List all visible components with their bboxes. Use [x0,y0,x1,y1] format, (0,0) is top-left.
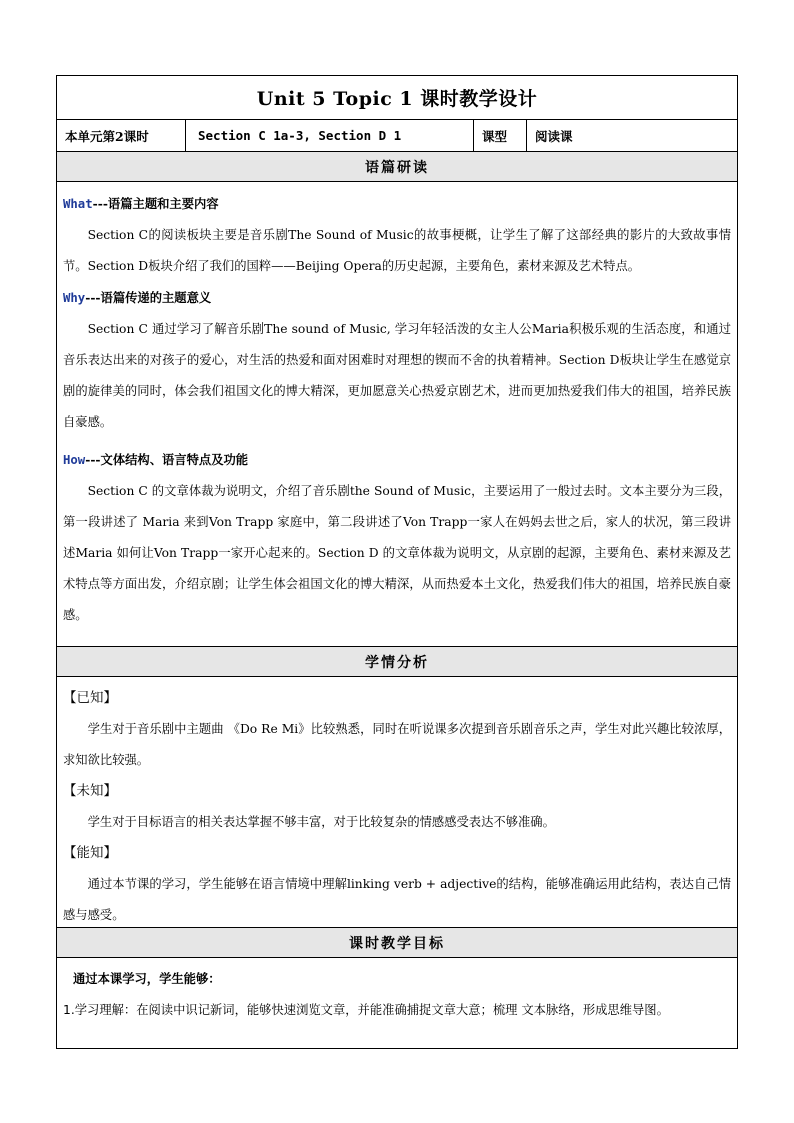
can-know-paragraph: 通过本节课的学习，学生能够在语言情境中理解linking verb + adjective的结构，能够准确运用此结构，表达自己情感与感受。 [63,877,731,922]
objective-item: 1.学习理解：在阅读中识记新词，能够快速浏览文章，并能准确捕捉文章大意；梳理 文本脉络，形成思维导图。 [63,1003,669,1017]
learner-analysis-body [57,677,737,928]
objectives-intro: 通过本课学习，学生能够： [73,972,221,986]
what-keyword: What [63,197,93,211]
how-subheading: How---文体结构、语言特点及功能 [63,452,249,467]
why-paragraph: Section C 通过学习了解音乐剧The sound of Music, 学习年轻活泼的女主人公Maria积极乐观的生活态度，和通过音乐表达出来的对孩子的爱心，对生活的热爱和面对困难时对理想的锲而不舍的执着精神。Section D板块让学生在感觉京剧的旋律美的同时，体会我们祖国文化的博大精深，更加愿意关心热爱京剧艺术，进而更加热爱我们伟大的祖国，培养民族自豪感。 [63,322,731,429]
known-label: 【已知】 [63,690,117,706]
section-range: Section C 1a-3, Section D 1 [186,120,474,151]
unknown-paragraph: 学生对于目标语言的相关表达掌握不够丰富，对于比较复杂的情感感受表达不够准确。 [87,815,555,829]
section-heading-learner-analysis: 学情分析 [57,647,737,677]
why-subheading: Why---语篇传递的主题意义 [63,290,212,305]
lesson-type-label: 课型 [474,120,527,151]
can-know-label: 【能知】 [63,845,117,861]
objectives-body [57,958,737,1048]
section-heading-objectives: 课时教学目标 [57,928,737,958]
lesson-number: 本单元第2课时 [57,120,186,151]
unknown-label: 【未知】 [63,783,117,799]
meta-row [57,120,737,152]
how-paragraph: Section C 的文章体裁为说明文，介绍了音乐剧the Sound of Music，主要运用了一般过去时。文本主要分为三段，第一段讲述了 Maria 来到Von Trapp 家庭中，第二段讲述了Von Trapp一家人在妈妈去世之后，家人的状况，第三段讲述Maria 如何让Von Trapp一家开心起来的。Section D 的文章体裁为说明文，从京剧的起源，主要角色、素材来源及艺术特点等方面出发，介绍京剧；让学生体会祖国文化的博大精深，从而热爱本土文化，热爱我们伟大的祖国，培养民族自豪感。 [63,484,731,622]
text-analysis-body [57,182,737,647]
lesson-type-value: 阅读课 [535,128,573,144]
section-heading-text-analysis: 语篇研读 [57,152,737,182]
known-paragraph: 学生对于音乐剧中主题曲 《Do Re Mi》比较熟悉，同时在听说课多次提到音乐剧音乐之声，学生对此兴趣比较浓厚，求知欲比较强。 [63,722,731,767]
what-subheading: What---语篇主题和主要内容 [63,196,219,211]
what-paragraph: Section C的阅读板块主要是音乐剧The Sound of Music的故事梗概，让学生了解了这部经典的影片的大致故事情节。Section D板块介绍了我们的国粹——Beijing Opera的历史起源，主要角色，素材来源及艺术特点。 [63,228,731,273]
how-keyword: How [63,453,86,467]
lesson-plan-table [56,75,738,1049]
why-keyword: Why [63,291,86,305]
document-title: Unit 5 Topic 1 课时教学设计 [57,76,737,120]
